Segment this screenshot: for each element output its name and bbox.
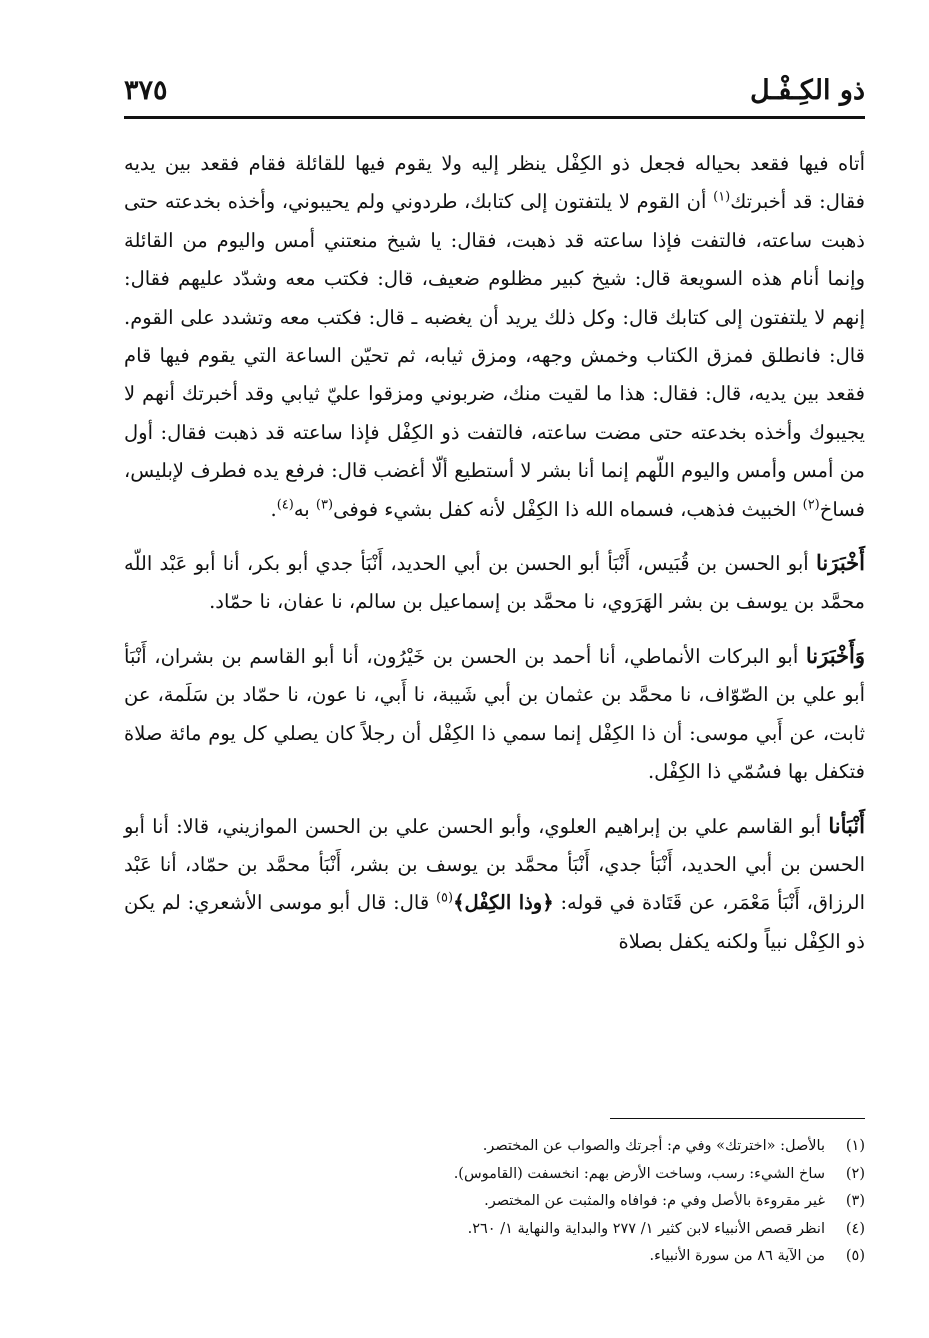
footnote-text: انظر قصص الأنبياء لابن كثير ١/ ٢٧٧ والبداية والنهاية ١/ ٢٦٠. <box>467 1220 825 1237</box>
paragraph-text: أبو القاسم علي بن إبراهيم العلوي، وأبو الحسن علي بن الحسن الموازيني، قالا: أنا أبو الحسن بن أبي الحديد، أَنْبَأ جدي، أَنْبَأ محمَّد بن يوسف بن بشر، أَنْبَأ محمَّد بن حمّاد، أنا عَبْد الرزاق، أَنْبَأ مَعْمَر، عن قَتَادة في قوله: <box>124 814 865 915</box>
paragraph-3 <box>124 637 865 792</box>
footnotes <box>124 1133 865 1271</box>
isnad-lead: أَنْبَأنا <box>828 812 865 838</box>
footnote-number: (٥) <box>845 1248 865 1264</box>
footnote-ref-4: (٤) <box>276 497 294 513</box>
paragraph-text: . <box>270 497 277 521</box>
footnote-item <box>124 1243 865 1271</box>
footnote-number: (٢) <box>845 1165 865 1182</box>
paragraph-4 <box>124 807 865 962</box>
footnote-separator <box>610 1118 865 1119</box>
footnote-ref-5: (٥) <box>435 890 454 906</box>
footnote-text: ساخ الشيء: رسب، وساخت الأرض بهم: انخسفت (القاموس). <box>453 1165 825 1182</box>
paragraph-text: به <box>293 497 316 521</box>
footnote-item <box>124 1188 865 1216</box>
quran-quote: ﴿وذا الكِفْل﴾ <box>453 891 554 915</box>
paragraph-text: أبو البركات الأنماطي، أنا أحمد بن الحسن بن خَيْرُون، أنا أبو القاسم بن بشران، أَنْبَأ أبو علي بن الصّوّاف، نا محمَّد بن عثمان بن أبي شَيبة، نا أَبي، نا عون، نا حمّاد بن سَلَمة، عن ثابت، عن أَبي موسى: أن ذا الكِفْل إنما سمي ذا الكِفْل أن رجلاً كان يصلي كل يوم مائة صلاة فتكفل بها فسُمّي ذا الكِفْل. <box>124 644 865 784</box>
footnote-text: غير مقروءة بالأصل وفي م: فوافاه والمثبت عن المختصر. <box>484 1193 825 1209</box>
paragraph-text: قال: قال أبو موسى الأشعري: لم يكن ذو الكِفْل نبياً ولكنه يكفل بصلاة <box>124 891 865 953</box>
footnote-item <box>124 1133 865 1161</box>
footnote-number: (١) <box>845 1138 865 1154</box>
paragraph-text: أن القوم لا يلتفتون إلى كتابك، طردوني ولم يحيبوني، وأخذه بخدعته حتى ذهبت ساعته، فالتفت فإذا ساعته قد ذهبت، فقال: يا شيخ منعتني أمس واليوم من القائلة وإنما أنام هذه السويعة قال: شيخ كبير مظلوم ضعيف، قال: فكتب معه وشدّد عليهم فقال: إنهم لا يلتفتون إلى كتابك قال: وكل ذلك يريد أن يغضبه ـ قال: فكتب معه وتشدد على القوم. قال: فانطلق فمزق الكتاب وخمش وجهه، ومزق ثيابه، ثم تحيّن الساعة التي يقوم فيها قام فقعد بين يديه، قال: فقال: هذا ما لقيت منك، ضربوني ومزقوا عليّ ثيابي وقد أخبرتك أنهم لا يجيبوك وأخذه بخدعته حتى مضت ساعته، فالتفت ذو الكِفْل فإذا ساعته قد ذهبت فقال: أول من أمس وأمس واليوم اللّهم إنما أنا بشر لا أستطيع ألّا أغضب قال: فرفع يده فطرف لإبليس، فساخ <box>124 190 865 521</box>
main-text <box>124 145 865 961</box>
paragraph-1 <box>124 145 865 529</box>
footnote-ref-2: (٢) <box>802 497 820 513</box>
footnote-ref-1: (١) <box>713 189 731 205</box>
footnote-text: من الآية ٨٦ من سورة الأنبياء. <box>649 1248 825 1264</box>
paragraph-text: الخبيث فذهب، فسماه الله ذا الكِفْل لأنه كفل بشيء فوفى <box>333 497 803 521</box>
paragraph-text: أتاه فيها فقعد بحياله فجعل ذو الكِفْل ينظر إليه ولا يقوم فيها للقائلة فقام فقعد بين يديه فقال: قد أخبرتك <box>124 152 865 214</box>
footnote-number: (٣) <box>845 1193 865 1209</box>
footnote-text: بالأصل: «اخترتك» وفي م: أجرتك والصواب عن المختصر. <box>482 1138 825 1154</box>
footnote-item <box>124 1161 865 1189</box>
isnad-lead: وَأَخْبَرَنا <box>805 642 865 668</box>
page-number: ٣٧٥ <box>124 75 168 106</box>
isnad-lead: أَخْبَرَنا <box>816 550 865 576</box>
paragraph-text: أبو الحسن بن قُبَيس، أَنْبَأ أبو الحسن بن أبي الحديد، أَنْبَأ جدي أبو بكر، أنا أبو عَبْد اللّه محمَّد بن يوسف بن بشر الهَرَوي، نا محمَّد بن إسماعيل بن سالم، نا عفان، نا حمّاد. <box>124 552 865 614</box>
footnote-number: (٤) <box>845 1220 865 1237</box>
running-header <box>124 62 865 116</box>
header-rule <box>124 116 865 119</box>
footnote-item <box>124 1216 865 1244</box>
footnote-ref-3: (٣) <box>315 497 334 513</box>
chapter-title: ذو الكِـفْـل <box>749 75 865 106</box>
paragraph-2 <box>124 544 865 622</box>
